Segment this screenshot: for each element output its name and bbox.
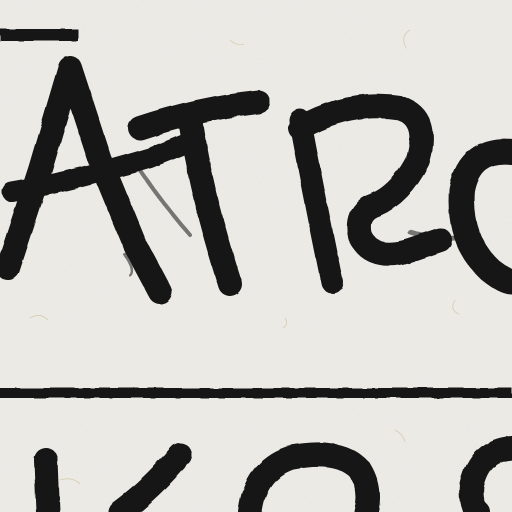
middle-rule-line (0, 388, 512, 398)
top-rule-line (0, 29, 78, 41)
bottom-letter-k (46, 460, 48, 512)
